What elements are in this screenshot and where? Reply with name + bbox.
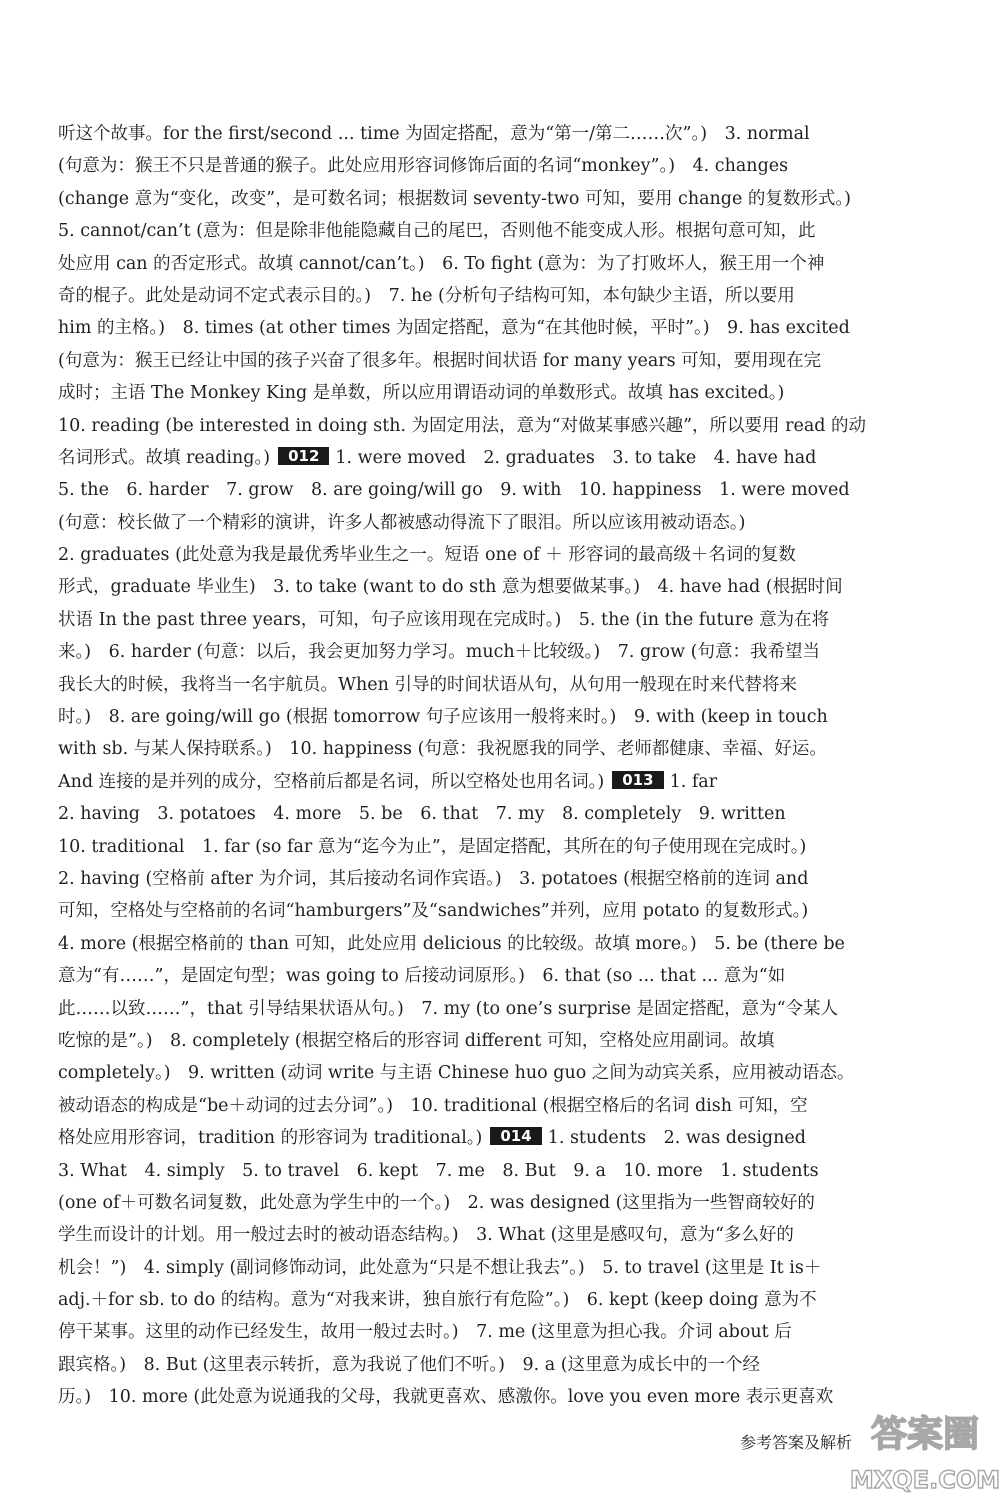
text-segment: 意为“有……”，是固定句型；was going to 后接动词原形。) 6. that (so ... that ... 意为“如 <box>58 966 786 987</box>
text-segment: 奇的棍子。此处是动词不定式表示目的。) 7. he (分析句子结构可知，本句缺少主语，所以要用 <box>58 285 795 306</box>
text-segment: 成时；主语 The Monkey King 是单数，所以应用谓语动词的单数形式。故填 has excited。) <box>58 383 785 404</box>
text-segment: 被动语态的构成是“be＋动词的过去分词”。) 10. traditional (根据空格后的名词 dish 可知，空 <box>58 1095 808 1116</box>
text-segment: (change 意为“变化，改变”，是可数名词；根据数词 seventy-two 可知，要用 change 的复数形式。) <box>58 188 852 209</box>
watermark-small-text: MXQE.COM <box>849 1466 1000 1494</box>
text-line <box>58 507 960 539</box>
section-number-badge: 014 <box>490 1127 541 1145</box>
text-line <box>58 733 960 765</box>
text-segment: 1. students 2. was designed <box>547 1128 806 1149</box>
text-line <box>58 248 960 280</box>
text-line <box>58 1219 960 1251</box>
text-segment: And 连接的是并列的成分，空格前后都是名词，所以空格处也用名词。) <box>58 771 605 792</box>
text-segment: 可知，空格处与空格前的名词“hamburgers”及“sandwiches”并列，应用 potato 的复数形式。) <box>58 901 809 922</box>
text-line <box>58 993 960 1025</box>
text-segment: 机会！”) 4. simply (副词修饰动词，此处意为“只是不想让我去”。) 5. to travel (这里是 It is＋ <box>58 1257 822 1278</box>
text-segment: (one of＋可数名词复数，此处意为学生中的一个。) 2. was designed (这里指为一些智商较好的 <box>58 1192 815 1213</box>
text-line <box>58 766 960 798</box>
text-line <box>58 1381 960 1413</box>
text-segment: adj.＋for sb. to do 的结构。意为“对我来讲，独自旅行有危险”。) 6. kept (keep doing 意为不 <box>58 1290 817 1311</box>
text-segment: 2. having 3. potatoes 4. more 5. be 6. that 7. my 8. completely 9. written <box>58 804 786 825</box>
text-line <box>58 798 960 830</box>
text-line <box>58 960 960 992</box>
text-line <box>58 539 960 571</box>
text-segment: him 的主格。) 8. times (at other times 为固定搭配，意为“在其他时候，平时”。) 9. has excited <box>58 318 850 339</box>
text-segment: 3. What 4. simply 5. to travel 6. kept 7. me 8. But 9. a 10. more 1. students <box>58 1160 819 1181</box>
text-segment: 4. more (根据空格前的 than 可知，此处应用 delicious 的比较级。故填 more。) 5. be (there be <box>58 933 845 954</box>
text-line <box>58 410 960 442</box>
text-line <box>58 1187 960 1219</box>
text-line <box>58 928 960 960</box>
text-segment: 处应用 can 的否定形式。故填 cannot/can’t。) 6. To fight (意为：为了打败坏人，猴王用一个神 <box>58 253 825 274</box>
text-line <box>58 118 960 150</box>
text-segment: 时。) 8. are going/will go (根据 tomorrow 句子应该用一般将来时。) 9. with (keep in touch <box>58 707 828 728</box>
text-segment: (句意：校长做了一个精彩的演讲，许多人都被感动得流下了眼泪。所以应该用被动语态。) <box>58 512 746 533</box>
watermark-logo <box>849 1402 1000 1500</box>
text-line <box>58 1316 960 1348</box>
text-line <box>58 895 960 927</box>
text-line <box>58 636 960 668</box>
text-segment: 10. reading (be interested in doing sth. 为固定用法，意为“对做某事感兴趣”，所以要用 read 的动 <box>58 415 867 436</box>
text-segment: 历。) 10. more (此处意为说通我的父母，我就更喜欢、感激你。love you even more 表示更喜欢 <box>58 1387 834 1408</box>
text-segment: 学生而设计的计划。用一般过去时的被动语态结构。) 3. What (这里是感叹句，意为“多么好的 <box>58 1225 794 1246</box>
text-line <box>58 183 960 215</box>
text-segment: 来。) 6. harder (句意：以后，我会更加努力学习。much＋比较级。) 7. grow (句意：我希望当 <box>58 642 820 663</box>
text-segment: 5. cannot/can’t (意为：但是除非他能隐藏自己的尾巴，否则他不能变成人形。根据句意可知，此 <box>58 221 816 242</box>
text-line <box>58 312 960 344</box>
text-segment: 2. graduates (此处意为我是最优秀毕业生之一。短语 one of ＋ 形容词的最高级＋名词的复数 <box>58 545 796 566</box>
text-segment: completely。) 9. written (动词 write 与主语 Chinese huo guo 之间为动宾关系，应用被动语态。 <box>58 1063 855 1084</box>
text-segment: 2. having (空格前 after 为介词，其后接动名词作宾语。) 3. potatoes (根据空格前的连词 and <box>58 868 809 889</box>
text-line <box>58 377 960 409</box>
text-line <box>58 1057 960 1089</box>
text-segment: 名词形式。故填 reading。) <box>58 447 271 468</box>
text-line <box>58 150 960 182</box>
watermark-big-text: 答案圈 <box>870 1414 980 1455</box>
text-line <box>58 1252 960 1284</box>
text-segment: (句意为：猴王不只是普通的猴子。此处应用形容词修饰后面的名词“monkey”。) 4. changes <box>58 156 789 177</box>
text-line <box>58 571 960 603</box>
text-line <box>58 1122 960 1154</box>
text-segment: 停干某事。这里的动作已经发生，故用一般过去时。) 7. me (这里意为担心我。介词 about 后 <box>58 1322 792 1343</box>
text-line <box>58 474 960 506</box>
text-line <box>58 1349 960 1381</box>
text-segment: 状语 In the past three years，可知，句子应该用现在完成时。) 5. the (in the future 意为在将 <box>58 609 830 630</box>
text-segment: 听这个故事。for the first/second ... time 为固定搭配，意为“第一/第二……次”。) 3. normal <box>58 124 810 144</box>
text-line <box>58 1155 960 1187</box>
text-segment: 我长大的时候，我将当一名宇航员。When 引导的时间状语从句，从句用一般现在时来代替将来 <box>58 674 797 695</box>
section-number-badge: 012 <box>278 447 329 465</box>
text-segment: (句意为：猴王已经让中国的孩子兴奋了很多年。根据时间状语 for many years 可知，要用现在完 <box>58 350 822 371</box>
text-line <box>58 345 960 377</box>
text-segment: 10. traditional 1. far (so far 意为“迄今为止”，是固定搭配，其所在的句子使用现在完成时。) <box>58 836 807 857</box>
text-segment: 此……以致……”，that 引导结果状语从句。) 7. my (to one’s surprise 是固定搭配，意为“令某人 <box>58 998 839 1019</box>
page-footer: 参考答案及解析 <box>740 1433 853 1452</box>
text-segment: 形式，graduate 毕业生) 3. to take (want to do sth 意为想要做某事。) 4. have had (根据时间 <box>58 577 843 598</box>
text-segment: 格处应用形容词，tradition 的形容词为 traditional。) <box>58 1128 483 1149</box>
text-segment: 跟宾格。) 8. But (这里表示转折，意为我说了他们不听。) 9. a (这里意为成长中的一个经 <box>58 1354 761 1375</box>
answer-text-block <box>58 118 960 1414</box>
text-segment: 1. were moved 2. graduates 3. to take 4. have had <box>335 447 817 468</box>
text-segment: 5. the 6. harder 7. grow 8. are going/will go 9. with 10. happiness 1. were moved <box>58 480 850 501</box>
text-segment: 吃惊的是”。) 8. completely (根据空格后的形容词 different 可知，空格处应用副词。故填 <box>58 1030 775 1051</box>
text-line <box>58 280 960 312</box>
text-line <box>58 215 960 247</box>
text-line <box>58 863 960 895</box>
text-line <box>58 604 960 636</box>
text-segment: 1. far <box>669 771 718 792</box>
text-segment: with sb. 与某人保持联系。) 10. happiness (句意：我祝愿我的同学、老师都健康、幸福、好运。 <box>58 739 827 760</box>
text-line <box>58 669 960 701</box>
text-line <box>58 1025 960 1057</box>
section-number-badge: 013 <box>612 771 663 789</box>
text-line <box>58 442 960 474</box>
text-line <box>58 831 960 863</box>
text-line <box>58 701 960 733</box>
text-line <box>58 1090 960 1122</box>
text-line <box>58 1284 960 1316</box>
